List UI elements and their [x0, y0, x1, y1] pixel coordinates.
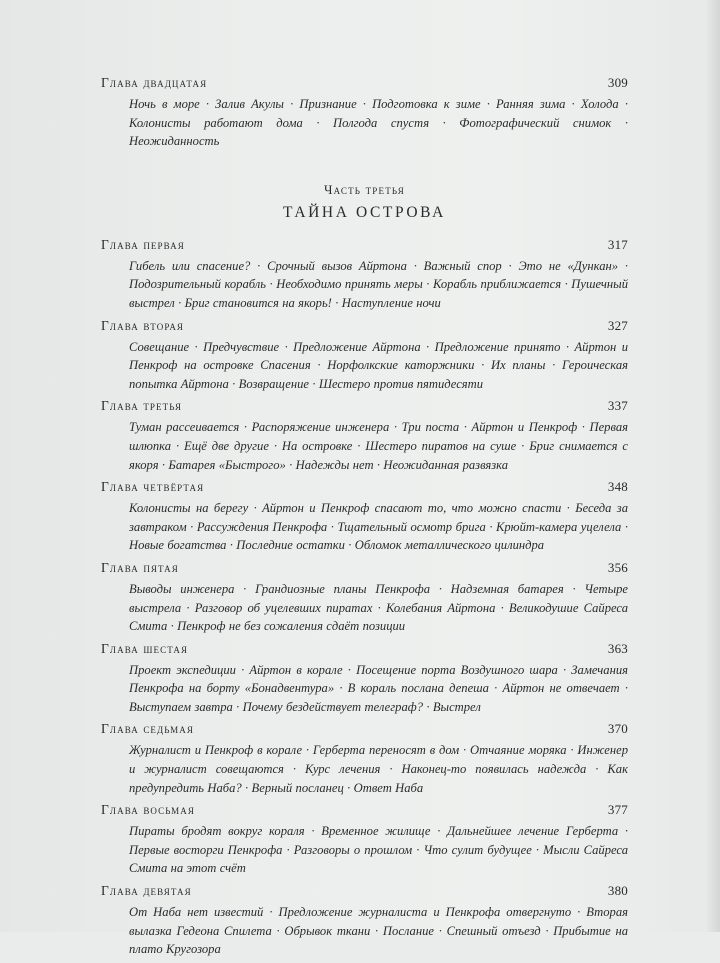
chapter-heading [101, 559, 628, 577]
chapter-entry [101, 478, 628, 555]
chapter-summary: Колонисты на берегу · Айртон и Пенкроф спасают то, что можно спасти · Беседа за завтраком · Рассуждения Пенкрофа · Тщательный осмотр брига · Крюйт-камера уцелела · Новые богатства · Последние остатки · Обломок металлического цилиндра [129, 501, 628, 553]
chapter-page-number: 370 [607, 721, 628, 737]
chapter-heading [101, 478, 628, 496]
chapter-entry [101, 720, 628, 797]
chapter-entry [101, 397, 628, 474]
table-of-contents [101, 74, 628, 963]
chapter-heading [101, 236, 628, 254]
chapter-page-number: 356 [607, 559, 628, 575]
chapter-title: Глава девятая [101, 883, 192, 899]
chapter-page-number: 309 [607, 75, 628, 90]
chapter-page-number: 348 [607, 479, 628, 495]
chapter-summary: Выводы инженера · Грандиозные планы Пенкрофа · Надземная батарея · Четыре выстрела · Разговор об уцелевших пиратах · Колебания Айртона · Великодушие Сайреса Смита · Пенкроф не без сожаления сдаёт позиции [129, 581, 628, 634]
chapter-page-number: 337 [607, 398, 628, 414]
chapter-summary: Ночь в море · Залив Акулы · Признание · Подготовка к зиме · Ранняя зима · Холода · Колонисты работают дома · Полгода спустя · Фотографический снимок · Неожиданность [129, 97, 628, 149]
chapter-page-number: 363 [607, 640, 628, 656]
chapter-title: Глава седьмая [101, 721, 194, 737]
chapter-heading [101, 801, 628, 819]
chapter-heading [101, 317, 628, 335]
page-edge-shadow [706, 0, 720, 932]
chapter-title: Глава пятая [101, 559, 179, 575]
chapter-page-number: 377 [607, 802, 628, 818]
chapter-entry [101, 317, 628, 394]
part-label: Часть третья [323, 181, 405, 197]
chapter-entry [101, 640, 628, 717]
chapter-title: Глава третья [101, 398, 183, 414]
chapter-summary: Совещание · Предчувствие · Предложение Айртона · Предложение принято · Айртон и Пенкроф на островке Спасения · Норфолкские каторжники · Их планы · Героическая попытка Айртона · Возвращение · Шестеро против пятидесяти [129, 339, 628, 391]
chapter-summary: Туман рассеивается · Распоряжение инженера · Три поста · Айртон и Пенкроф · Первая шлюпка · Ещё две другие · На островке · Шестеро пиратов на суше · Бриг снимается с якоря · Батарея «Быстрого» · Надежды нет · Неожиданная развязка [129, 420, 628, 472]
chapter-heading [101, 882, 628, 900]
chapter-entry [101, 882, 628, 959]
chapter-page-number: 327 [607, 317, 628, 333]
chapter-heading [101, 74, 628, 92]
chapter-summary: От Наба нет известий · Предложение журналиста и Пенкрофа отвергнуто · Вторая вылазка Гедеона Спилета · Обрывок ткани · Послание · Спешный отъезд · Прибытие на плато Кругозора [129, 905, 628, 957]
chapter-title: Глава шестая [101, 640, 189, 656]
chapter-title: Глава четвёртая [101, 479, 205, 495]
chapter-summary: Журналист и Пенкроф в корале · Герберта переносят в дом · Отчаяние моряка · Инженер и журналист совещаются · Курс лечения · Наконец-то появилась надежда · Как предупредить Наба? · Верный посланец · Ответ Наба [129, 743, 628, 795]
chapter-entry [101, 559, 628, 636]
chapter-entry [101, 801, 628, 878]
chapter-heading [101, 720, 628, 738]
chapter-entry [101, 74, 628, 151]
chapter-title: Глава двадцатая [101, 75, 208, 90]
part-heading [101, 181, 628, 224]
chapter-page-number: 380 [607, 883, 628, 899]
chapter-summary: Пираты бродят вокруг кораля · Временное жилище · Дальнейшее лечение Герберта · Первые восторги Пенкрофа · Разговоры о прошлом · Что сулит будущее · Мысли Сайреса Смита на этот счёт [129, 824, 628, 876]
chapter-summary: Проект экспедиции · Айртон в корале · Посещение порта Воздушного шара · Замечания Пенкрофа на борту «Бонадвентура» · В кораль послана депеша · Айртон не отвечает · Выступаем завтра · Почему бездействует телеграф? · Выстрел [129, 662, 628, 714]
chapter-summary: Гибель или спасение? · Срочный вызов Айртона · Важный спор · Это не «Дункан» · Подозрительный корабль · Необходимо принять меры · Корабль приближается · Пушечный выстрел · Бриг становится на якорь! · Наступление ночи [129, 258, 628, 310]
chapter-heading [101, 640, 628, 658]
chapter-title: Глава первая [101, 236, 185, 252]
chapter-entry [101, 236, 628, 313]
part-title: ТАЙНА ОСТРОВА [283, 203, 446, 221]
chapter-title: Глава восьмая [101, 802, 195, 818]
chapter-page-number: 317 [607, 236, 628, 252]
chapter-title: Глава вторая [101, 317, 185, 333]
chapter-heading [101, 397, 628, 415]
